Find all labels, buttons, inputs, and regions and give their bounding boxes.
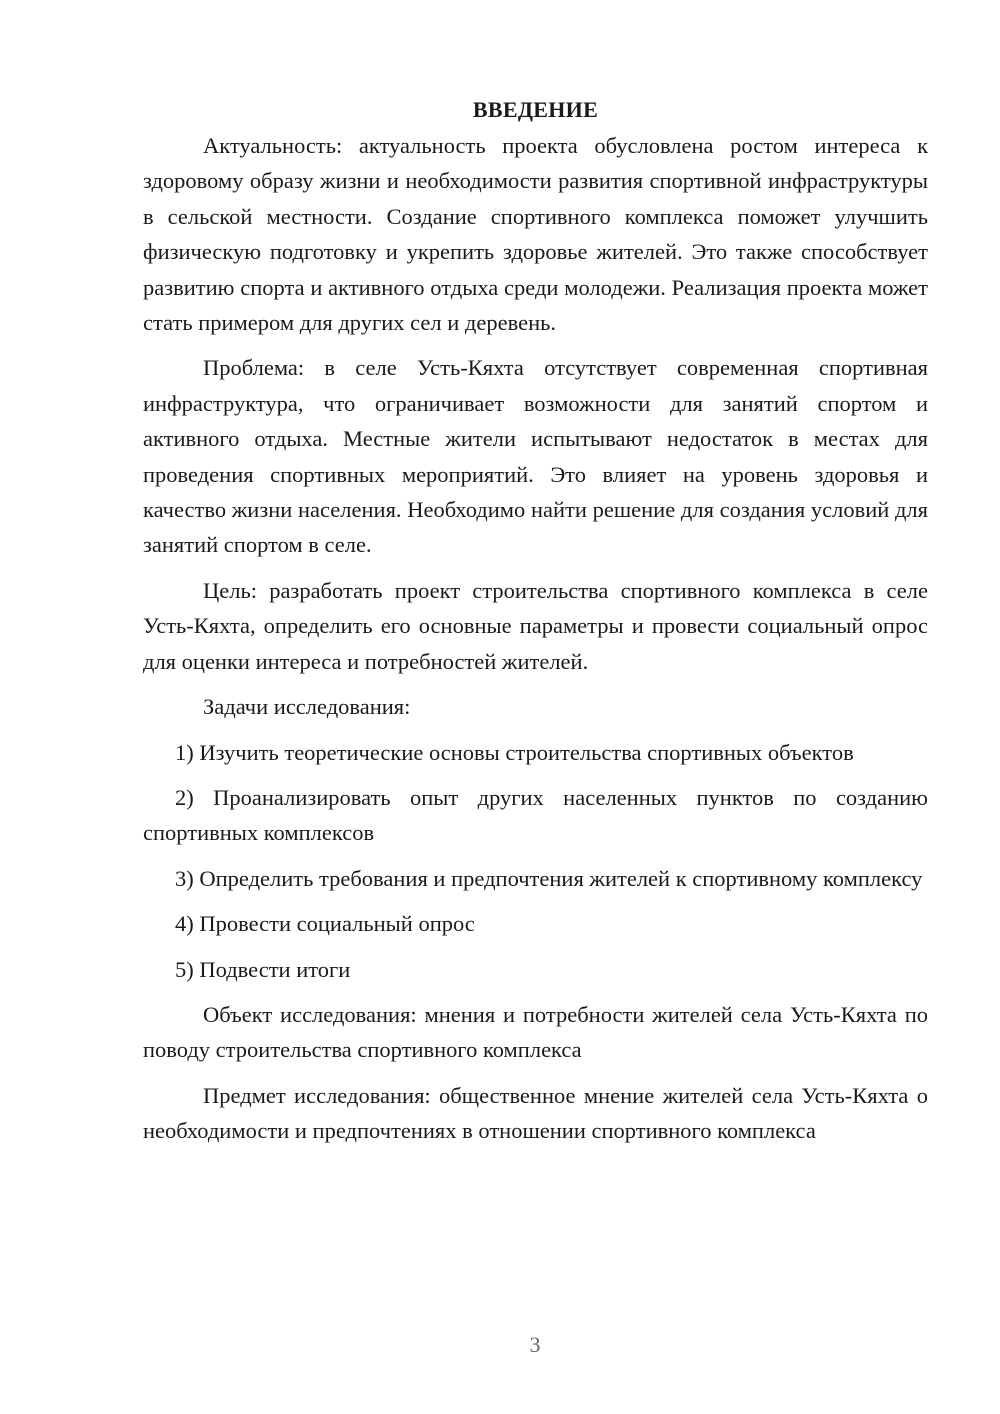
document-page	[143, 94, 928, 1159]
page-title: ВВЕДЕНИЕ	[472, 97, 599, 122]
page-number: 3	[529, 1332, 541, 1357]
task-item-4: 4) Провести социальный опрос	[175, 911, 475, 937]
task-item-3: 3) Определить требования и предпочтения жителей к спортивному комплексу	[175, 865, 923, 891]
problem-paragraph: Проблема: в селе Усть-Кяхта отсутствует современная спортивная инфраструктура, что ограничивает возможности для занятий спортом и активного отдыха. Местные жители испытывают недостаток в местах для проведения спортивных мероприятий. Это влияет на уровень здоровья и качество жизни населения. Необходимо найти решение для создания условий для занятий спортом в селе.	[143, 355, 928, 558]
tasks-heading: Задачи исследования:	[203, 694, 411, 720]
goal-paragraph: Цель: разработать проект строительства спортивного комплекса в селе Усть-Кяхта, определить его основные параметры и провести социальный опрос для оценки интереса и потребностей жителей.	[143, 577, 928, 674]
relevance-paragraph: Актуальность: актуальность проекта обусловлена ростом интереса к здоровому образу жизни и необходимости развития спортивной инфраструктуры в сельской местности. Создание спортивного комплекса поможет улучшить физическую подготовку и укрепить здоровье жителей. Это также способствует развитию спорта и активного отдыха среди молодежи. Реализация проекта может стать примером для других сел и деревень.	[143, 133, 928, 336]
task-item-2: 2) Проанализировать опыт других населенных пунктов по созданию спортивных комплексов	[143, 784, 928, 846]
subject-paragraph: Предмет исследования: общественное мнение жителей села Усть-Кяхта о необходимости и предпочтениях в отношении спортивного комплекса	[143, 1082, 928, 1144]
task-item-1: 1) Изучить теоретические основы строительства спортивных объектов	[175, 739, 854, 765]
object-paragraph: Объект исследования: мнения и потребности жителей села Усть-Кяхта по поводу строительства спортивного комплекса	[143, 1001, 928, 1063]
task-item-5: 5) Подвести итоги	[175, 956, 351, 982]
